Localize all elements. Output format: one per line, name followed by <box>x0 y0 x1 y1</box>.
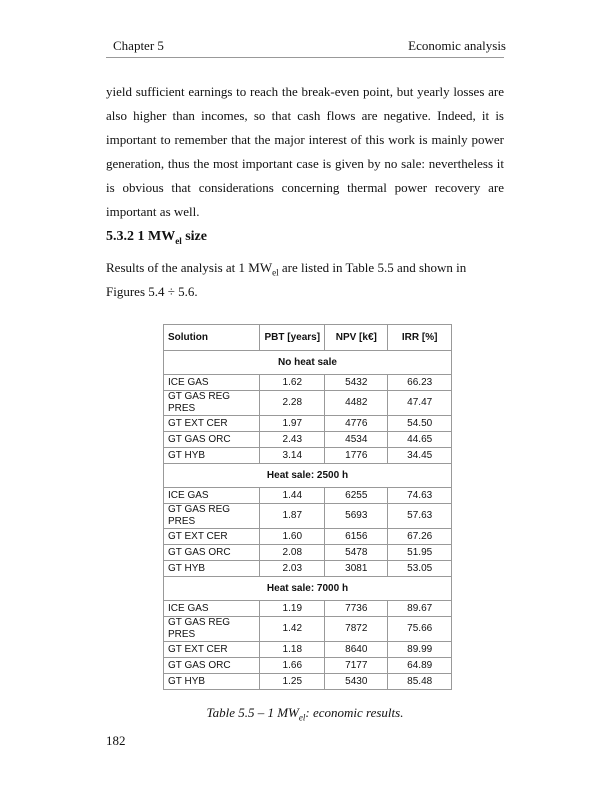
intro-text: Results of the analysis at 1 $MW_{el}$ are listed in Table 5.5 and shown in Figures 5.4 ÷ 5.6. <box>106 260 467 299</box>
table-cell: 1.62 <box>260 375 325 391</box>
body-paragraph: yield sufficient earnings to reach the break-even point, but yearly losses are also higher than incomes, so that cash flows are negative. Indeed, it is important to remember that the major interest of this work is mainly power generation, thus the most important case is given by no sale: nevertheless it is obvious that considerations concerning thermal power recovery are important as well. <box>106 84 504 219</box>
group-row <box>164 464 452 488</box>
table-cell: GT GAS REG PRES <box>164 617 260 642</box>
table-cell: 1.42 <box>260 617 325 642</box>
table-cell: 6156 <box>325 529 388 545</box>
table-row <box>164 601 452 617</box>
table-row <box>164 642 452 658</box>
table-row <box>164 658 452 674</box>
table-row <box>164 432 452 448</box>
content-column <box>106 80 504 722</box>
chapter-header: Chapter 5 <box>113 38 164 53</box>
table-cell: 2.43 <box>260 432 325 448</box>
table-cell: 66.23 <box>388 375 452 391</box>
table-cell: 7177 <box>325 658 388 674</box>
table-cell: 1.60 <box>260 529 325 545</box>
section-heading: 5.3.2 1 $MW_{el}$ size <box>106 229 207 246</box>
table-cell: 89.67 <box>388 601 452 617</box>
table-cell: 51.95 <box>388 545 452 561</box>
table-cell: 89.99 <box>388 642 452 658</box>
table-cell: 1.25 <box>260 674 325 690</box>
table-cell: 1.66 <box>260 658 325 674</box>
table-cell: 4482 <box>325 391 388 416</box>
table-cell: 5693 <box>325 504 388 529</box>
table-cell: GT EXT CER <box>164 416 260 432</box>
table-cell: 4776 <box>325 416 388 432</box>
table-row <box>164 375 452 391</box>
table-cell: 7872 <box>325 617 388 642</box>
table-row <box>164 674 452 690</box>
table-cell: GT EXT CER <box>164 529 260 545</box>
table-cell: 54.50 <box>388 416 452 432</box>
table-cell: GT GAS ORC <box>164 658 260 674</box>
group-title: No heat sale <box>164 351 452 375</box>
table-cell: 34.45 <box>388 448 452 464</box>
table-cell: 5478 <box>325 545 388 561</box>
table-cell: 53.05 <box>388 561 452 577</box>
table-cell: GT GAS ORC <box>164 545 260 561</box>
section-header: Economic analysis <box>408 38 506 53</box>
table-cell: 74.63 <box>388 488 452 504</box>
table-header-row <box>164 325 452 351</box>
group-row <box>164 351 452 375</box>
table-cell: GT EXT CER <box>164 642 260 658</box>
table-cell: 3081 <box>325 561 388 577</box>
table-cell: 3.14 <box>260 448 325 464</box>
table-cell: 2.03 <box>260 561 325 577</box>
table-row <box>164 545 452 561</box>
table-cell: GT GAS REG PRES <box>164 504 260 529</box>
table-cell: 75.66 <box>388 617 452 642</box>
table-cell: GT HYB <box>164 448 260 464</box>
group-row <box>164 577 452 601</box>
table-cell: 57.63 <box>388 504 452 529</box>
table-cell: 1.97 <box>260 416 325 432</box>
table-row <box>164 391 452 416</box>
table-cell: 1.19 <box>260 601 325 617</box>
table-cell: 5432 <box>325 375 388 391</box>
table-row <box>164 561 452 577</box>
results-table <box>163 324 452 690</box>
table-cell: GT GAS REG PRES <box>164 391 260 416</box>
page-number: 182 <box>106 733 126 748</box>
table-cell: 1776 <box>325 448 388 464</box>
column-header: Solution <box>164 325 260 351</box>
table-row <box>164 617 452 642</box>
table-caption: Table 5.5 – 1 $MW_{el}$: economic results. <box>206 705 404 723</box>
table-row <box>164 416 452 432</box>
table-row <box>164 529 452 545</box>
table-cell: 4534 <box>325 432 388 448</box>
table-cell: GT HYB <box>164 561 260 577</box>
table-cell: ICE GAS <box>164 375 260 391</box>
table-cell: 2.08 <box>260 545 325 561</box>
header-rule <box>106 57 504 58</box>
table-cell: 2.28 <box>260 391 325 416</box>
table-cell: 47.47 <box>388 391 452 416</box>
table-cell: 8640 <box>325 642 388 658</box>
table-cell: 64.89 <box>388 658 452 674</box>
table-cell: 1.87 <box>260 504 325 529</box>
table-cell: 67.26 <box>388 529 452 545</box>
table-row <box>164 488 452 504</box>
table-cell: 7736 <box>325 601 388 617</box>
table-row <box>164 504 452 529</box>
table-cell: 6255 <box>325 488 388 504</box>
column-header: IRR [%] <box>388 325 452 351</box>
group-title: Heat sale: 2500 h <box>164 464 452 488</box>
table-row <box>164 448 452 464</box>
table-cell: GT GAS ORC <box>164 432 260 448</box>
table-cell: 5430 <box>325 674 388 690</box>
column-header: PBT [years] <box>260 325 325 351</box>
column-header: NPV [k€] <box>325 325 388 351</box>
table-cell: ICE GAS <box>164 601 260 617</box>
table-cell: 1.44 <box>260 488 325 504</box>
table-cell: 44.65 <box>388 432 452 448</box>
table-cell: ICE GAS <box>164 488 260 504</box>
table-cell: GT HYB <box>164 674 260 690</box>
table-cell: 85.48 <box>388 674 452 690</box>
table-cell: 1.18 <box>260 642 325 658</box>
group-title: Heat sale: 7000 h <box>164 577 452 601</box>
